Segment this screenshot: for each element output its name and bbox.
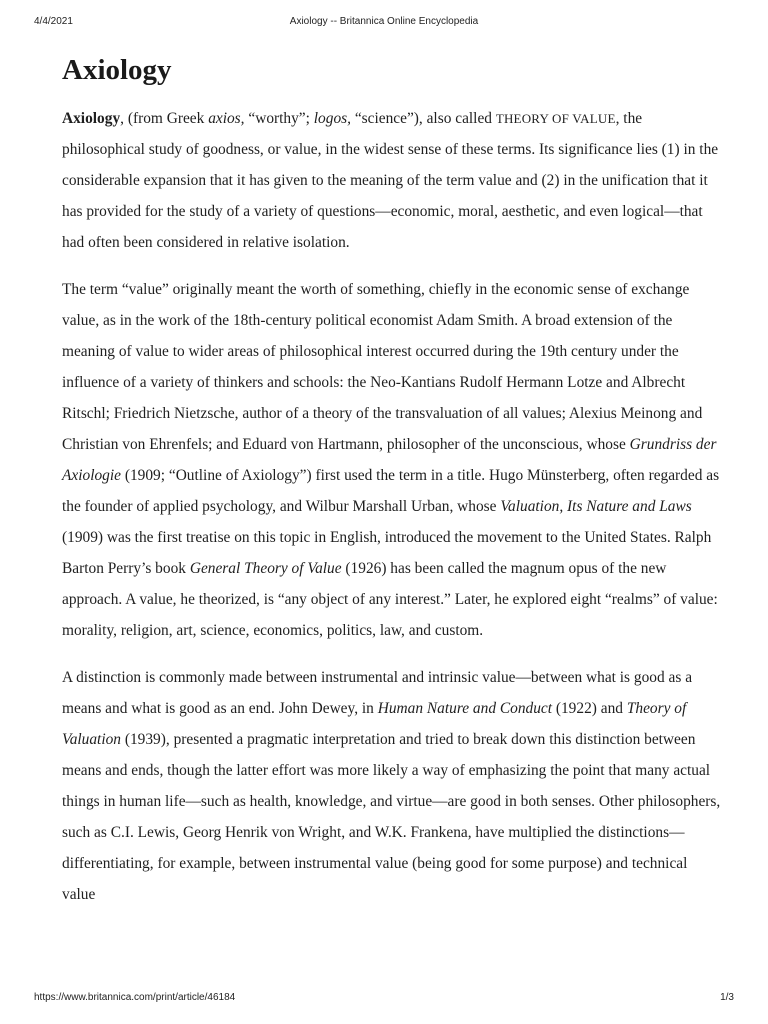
page-number: 1/3 [720,992,734,1003]
greek-term-axios: axios, [208,110,245,127]
lead-term: Axiology [62,110,121,127]
book-title: Valuation, Its Nature and Laws [500,498,692,515]
text-span: A distinction is commonly made between instrumental and intrinsic value—between what is good as a means and what is good as an end. John Dewey, in [62,669,693,717]
article-title: Axiology [62,54,172,86]
text-span: (1909; “Outline of Axiology”) first used the term in a title. Hugo Münsterberg, often regarded as the founder of applied psychology, and Wilbur Marshall Urban, whose [62,467,720,515]
article [62,52,722,910]
book-title: Grundriss der Axiologie [62,436,717,484]
paragraph-distinction [62,662,722,910]
text-span: The term “value” originally meant the worth of something, chiefly in the economic sense of exchange value, as in the work of the 18th-century political economist Adam Smith. A broad extension of the meaning of value to wider areas of philosophical interest occurred during the 19th century under the influence of a variety of thinkers and schools: the Neo-Kantians Rudolf Hermann Lotze and Albrecht Ritschl; Friedrich Nietzsche, author of a theory of the transvaluation of all values; Alexius Meinong and Christian von Ehrenfels; and Eduard von Hartmann, philosopher of the unconscious, whose [62,281,703,453]
text-span: (1939), presented a pragmatic interpretation and tried to break down this distinction between means and ends, though the latter effort was more likely a way of emphasizing the point that many actual things in human life—such as health, knowledge, and virtue—are good in both senses. Other philosophers, such as C.I. Lewis, Georg Henrik von Wright, and W.K. Frankena, have multiplied the distinctions—differentiating, for example, between instrumental value (being good for some purpose) and technical value [62,731,721,903]
print-date: 4/4/2021 [34,16,73,27]
alternate-name: THEORY OF VALUE [495,111,616,126]
text-span: (1909) was the first treatise on this topic in English, introduced the movement to the United States. Ralph Barton Perry’s book [62,529,712,577]
text-span: , (from Greek [120,110,209,127]
text-span: (1926) has been called the magnum opus of the new approach. A value, he theorized, is “any object of any interest.” Later, he explored eight “realms” of value: morality, religion, art, science, economics, politics, law, and custom. [62,560,718,639]
book-title: Human Nature and Conduct [377,700,553,717]
book-title: General Theory of Value [189,560,342,577]
print-url: https://www.britannica.com/print/article/46184 [34,992,236,1003]
print-page-title: Axiology -- Britannica Online Encyclopedia [289,16,479,27]
paragraph-history [62,274,722,646]
print-header [0,16,768,30]
text-span: “worthy”; [244,110,314,127]
text-span: , the philosophical study of goodness, or value, in the widest sense of these terms. Its significance lies (1) in the considerable expansion that it has given to the meaning of the term value and (2) in the unification that it has provided for the study of a variety of questions—economic, moral, aesthetic, and even logical—that had often been considered in relative isolation. [62,110,719,251]
greek-term-logos: logos, [313,110,351,127]
print-footer [0,992,768,1006]
text-span: (1922) and [552,700,627,717]
paragraph-intro [62,103,722,258]
text-span: “science”), also called [350,110,496,127]
book-title: Theory of Valuation [62,700,687,748]
